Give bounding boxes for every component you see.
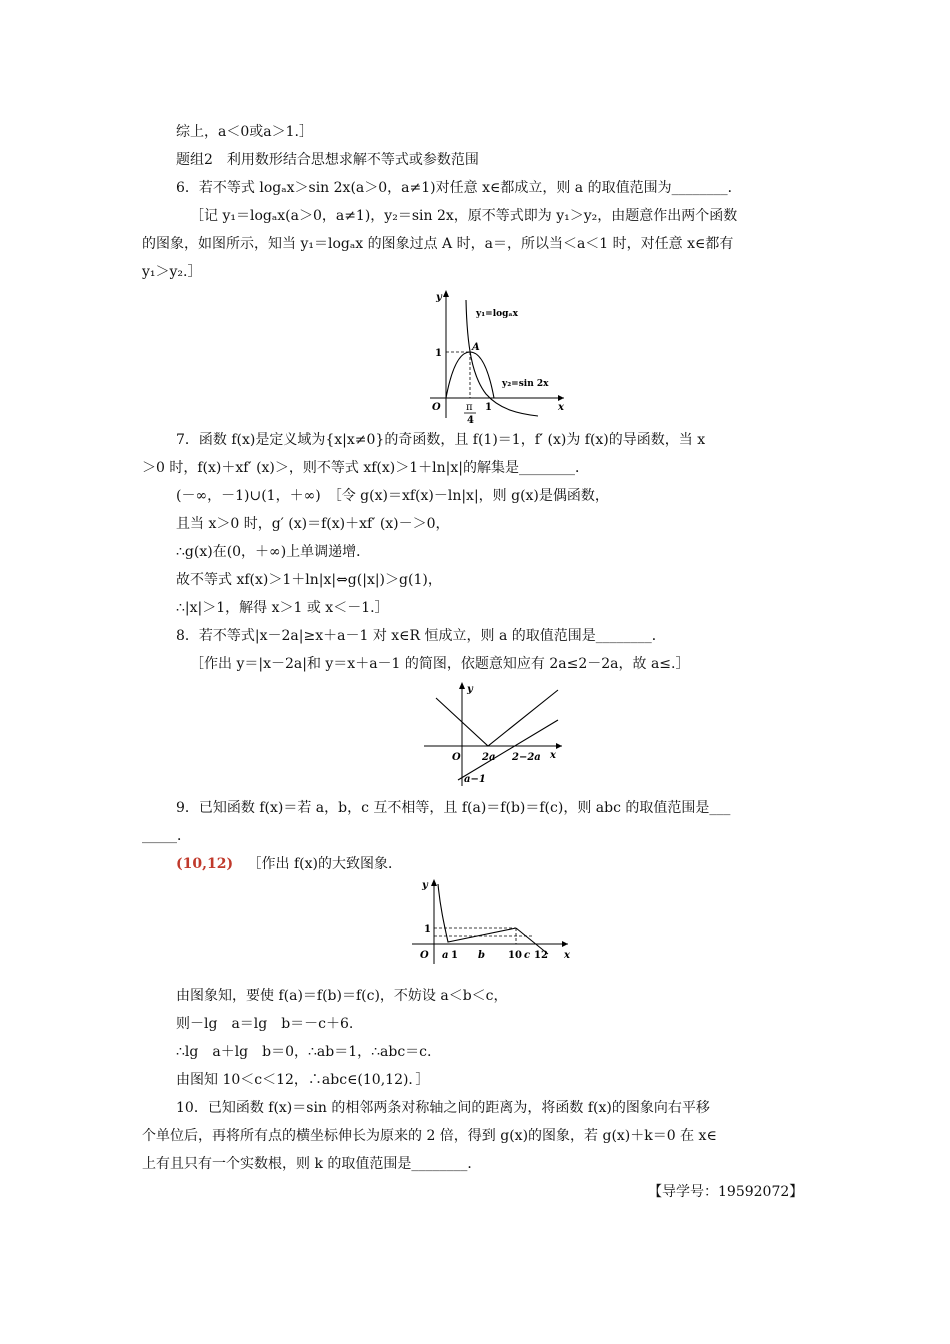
q7-line7: ∴|x|＞1，解得 x＞1 或 x＜－1.］ bbox=[176, 600, 389, 616]
q6-label-y2: y₂=sin 2x bbox=[502, 379, 549, 389]
q9-line1: 9．已知函数 f(x)＝若 a，b，c 互不相等，且 f(a)＝f(b)＝f(c)，则 abc 的取值范围是___ bbox=[176, 800, 731, 816]
q9-answer-line bbox=[176, 854, 402, 874]
q8-label-a-1: a−1 bbox=[464, 774, 486, 785]
q9-line6: ∴lg a＋lg b＝0，∴ab＝1，∴abc＝c. bbox=[176, 1044, 432, 1060]
q8-label-2-2a: 2−2a bbox=[512, 752, 541, 763]
q6-line3: 的图象，如图所示，知当 y₁＝logₐx 的图象过点 A 时，a＝，所以当＜a＜1 时，对任意 x∈都有 bbox=[142, 236, 734, 252]
q7-line3: (－∞，－1)∪(1，＋∞) ［令 g(x)＝xf(x)－ln|x|，则 g(x)是偶函数， bbox=[176, 488, 609, 504]
group-title: 题组2 利用数形结合思想求解不等式或参数范围 bbox=[176, 152, 479, 168]
q8-figure bbox=[418, 678, 568, 790]
q6-one-x: 1 bbox=[485, 402, 492, 413]
q10-line3: 上有且只有一个实数根，则 k 的取值范围是________． bbox=[142, 1156, 482, 1172]
q9-label-12: 12 bbox=[534, 950, 548, 961]
q6-x-label: x bbox=[558, 402, 564, 413]
q8-line1: 8．若不等式|x－2a|≥x＋a－1 对 x∈R 恒成立，则 a 的取值范围是________． bbox=[176, 628, 666, 644]
summary-line: 综上，a＜0或a＞1.］ bbox=[176, 124, 313, 140]
q9-line7: 由图知 10＜c＜12，∴abc∈(10,12)．］ bbox=[176, 1072, 430, 1088]
q9-label-c: c bbox=[524, 950, 531, 961]
q6-line1: 6．若不等式 logₐx＞sin 2x(a＞0，a≠1)对任意 x∈都成立，则 a 的取值范围为________． bbox=[176, 180, 742, 196]
q7-line1: 7．函数 f(x)是定义域为{x|x≠0}的奇函数，且 f(1)＝1，f′ (x)为 f(x)的导函数，当 x bbox=[176, 432, 706, 448]
q7-line5: ∴g(x)在(0，＋∞)上单调递增． bbox=[176, 544, 371, 560]
q9-origin: O bbox=[420, 950, 429, 961]
q9-answer: (10,12) bbox=[176, 856, 234, 872]
q8-x-label: x bbox=[550, 750, 556, 761]
q8-line2: ［作出 y＝|x－2a|和 y＝x＋a－1 的简图，依题意知应有 2a≤2－2a，故 a≤.］ bbox=[190, 656, 690, 672]
q7-line6: 故不等式 xf(x)＞1＋ln|x|⇔g(|x|)＞g(1)， bbox=[176, 572, 442, 588]
q8-label-2a: 2a bbox=[482, 752, 496, 763]
q9-one-y: 1 bbox=[424, 924, 431, 935]
q6-origin: O bbox=[432, 402, 441, 413]
q6-pi: π bbox=[466, 402, 473, 413]
q9-line4: 由图象知，要使 f(a)＝f(b)＝f(c)，不妨设 a＜b＜c， bbox=[176, 988, 508, 1004]
q6-one-y: 1 bbox=[435, 348, 442, 359]
q9-line5: 则－lg a＝lg b＝－c＋6. bbox=[176, 1016, 354, 1032]
q10-line1: 10．已知函数 f(x)＝sin 的相邻两条对称轴之间的距离为，将函数 f(x)的图象向右平移 bbox=[176, 1100, 710, 1116]
q9-figure bbox=[408, 876, 573, 968]
q9-label-10: 10 bbox=[508, 950, 522, 961]
q9-label-1: 1 bbox=[451, 950, 458, 961]
q8-origin: O bbox=[452, 752, 461, 763]
q7-line2: ＞0 时，f(x)＋xf′ (x)＞，则不等式 xf(x)＞1＋ln|x|的解集是________． bbox=[142, 460, 589, 476]
q9-label-a: a bbox=[442, 950, 449, 961]
q10-guide-number: 【导学号：19592072】 bbox=[648, 1184, 804, 1200]
q9-line2: _____． bbox=[142, 828, 191, 844]
q8-y-label: y bbox=[467, 684, 473, 695]
q9-y-label: y bbox=[422, 880, 428, 891]
q6-y-label: y bbox=[436, 292, 442, 303]
q6-point-a: A bbox=[472, 342, 480, 353]
q6-label-y1: y₁=logₐx bbox=[476, 309, 518, 319]
q6-line4: y₁＞y₂.］ bbox=[142, 264, 202, 280]
q9-log-graph bbox=[438, 884, 516, 942]
q6-four: 4 bbox=[467, 415, 474, 426]
q7-line4: 且当 x＞0 时，g′ (x)＝f(x)＋xf′ (x)－＞0， bbox=[176, 516, 450, 532]
q8-abs-graph bbox=[436, 690, 558, 746]
q6-figure bbox=[420, 286, 570, 426]
q10-line2: 个单位后，再将所有点的横坐标伸长为原来的 2 倍，得到 g(x)的图象，若 g(x)＋k＝0 在 x∈ bbox=[142, 1128, 717, 1144]
q8-linear-graph bbox=[458, 720, 558, 780]
q9-label-b: b bbox=[478, 950, 485, 961]
q9-line3: ［作出 f(x)的大致图象． bbox=[247, 856, 402, 872]
q9-x-label: x bbox=[564, 950, 570, 961]
q6-line2: ［记 y₁＝logₐx(a＞0，a≠1)，y₂＝sin 2x，原不等式即为 y₁＞y₂，由题意作出两个函数 bbox=[190, 208, 738, 224]
